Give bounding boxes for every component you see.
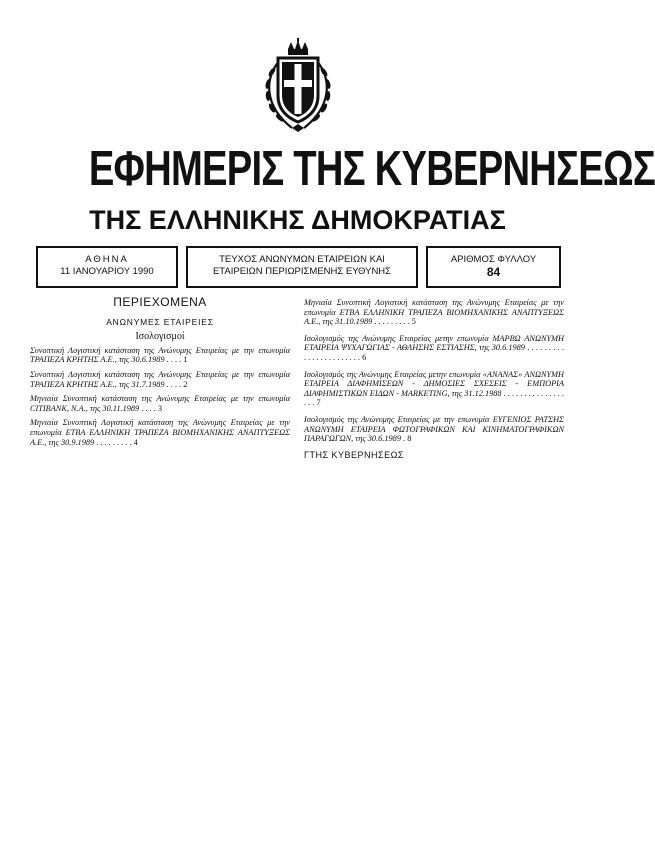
list-item <box>304 334 564 363</box>
list-item <box>30 346 290 365</box>
entry-page: 3 <box>157 403 162 413</box>
issue-type-line1: ΤΕΥΧΟΣ ΑΝΩΝΥΜΩΝ ΕΤΑΙΡΕΙΩΝ ΚΑΙ <box>219 254 385 265</box>
entry-text: Μηνιαία Συνοπτική Λογιστική κατάσταση της Ανώνυμης Εταιρείας με την επωνυμία ΕΤΒΑ ΕΛΛΗΝΙΚΗ ΤΡΑΠΕΖΑ ΒΙΟΜΗΧΑΝΙΚΗΣ ΑΝΑΠΤΥΞΕΩΣ Α.Ε., της 31.10.1989 <box>304 298 564 327</box>
entry-text: Ισολογισμός της Ανώνυμης Εταιρείας με την επωνυμία ΕΥΓΕΝΙΟΣ ΡΑΤΣΗΣ ΑΝΩΝΥΜΗ ΕΤΑΙΡΕΙΑ ΦΩΤΟΓΡΑΦΙΚΩΝ ΚΑΙ ΚΙΝΗΜΑΤΟΓΡΑΦΙΚΩΝ ΠΑΡΑΓΩΓΩΝ, της 30.6.1989 <box>304 414 564 444</box>
dot-leader: . . . . <box>166 355 184 365</box>
entry-text: Συνοπτική Λογιστική κατάσταση της Ανώνυμης Εταιρείας με την επωνυμία ΤΡΑΠΕΖΑ ΚΡΗΤΗΣ Α.Ε., της 30.6.1989 <box>30 345 290 365</box>
dot-leader: . . . . <box>166 379 184 389</box>
dot-leader: . <box>403 434 408 444</box>
entry-text: Συνοπτική Λογιστική κατάσταση της Ανώνυμης Εταιρείας με την επωνυμία ΤΡΑΠΕΖΑ ΚΡΗΤΗΣ Α.Ε., της 31.7.1989 <box>30 369 290 389</box>
entry-page: 8 <box>407 434 412 444</box>
dot-leader: . . . . . . . . . <box>96 437 134 447</box>
entry-page: 4 <box>133 437 138 447</box>
issue-date: 11 ΙΑΝΟΥΑΡΙΟΥ 1990 <box>60 266 154 277</box>
entry-page: 5 <box>411 317 416 327</box>
entry-text: Ισολογισμός της Ανώνυμης Εταιρείας μετην επωνυμία «ΑΝΑΝΑΣ» ΑΝΩΝΥΜΗ ΕΤΑΙΡΕΙΑ ΔΙΑΦΗΜΙΣΕΩΝ - ΔΗΜΟΣΙΕΣ ΣΧΕΣΕΙΣ - ΕΜΠΟΡΙΑ ΔΙΑΦΗΜΙΣΤΙΚΩΝ ΕΙΔΩΝ - MARKETING, της 31.12.1988 <box>304 369 564 398</box>
place-date-box <box>36 246 178 288</box>
entry-page: 1 <box>183 355 188 365</box>
entry-text: Μηνιαία Συνοπτική Λογιστική κατάσταση της Ανώνυμης Εταιρείας με την επωνυμία ΕΤΒΑ ΕΛΛΗΝΙΚΗ ΤΡΑΠΕΖΑ ΒΙΟΜΗΧΑΝΙΚΗΣ ΑΝΑΠΤΥΞΕΩΣ Α.Ε., της 30.9.1989 <box>30 418 290 447</box>
contents-left-column <box>30 295 290 452</box>
section-heading: ΑΝΩΝΥΜΕΣ ΕΤΑΙΡΕΙΕΣ <box>106 316 214 327</box>
list-item <box>30 394 290 413</box>
list-item <box>304 298 564 327</box>
coat-of-arms-emblem <box>258 40 338 136</box>
sheet-number: 84 <box>486 265 501 279</box>
list-item <box>30 370 290 389</box>
list-item <box>30 418 290 447</box>
dot-leader: . . . . . . . . . . . . . . . . . . . . . . . <box>304 343 565 362</box>
city: ΑΘΗΝΑ <box>85 254 129 265</box>
entry-page: 6 <box>362 352 367 362</box>
dot-leader: . . . . <box>141 403 158 413</box>
dot-leader: . . . . . . . . . . . . . . . . . . <box>304 388 564 408</box>
newspaper-title: ΕΦΗΜΕΡΙΣ ΤΗΣ ΚΥΒΕΡΝΗΣΕΩΣ <box>88 142 655 196</box>
issue-type-line2: ΕΤΑΙΡΕΙΩΝ ΠΕΡΙΩΡΙΣΜΕΝΗΣ ΕΥΘΥΝΗΣ <box>212 266 392 277</box>
sheet-number-box <box>426 246 561 288</box>
contents-heading: ΠΕΡΙΕΧΟΜΕΝΑ <box>113 295 207 309</box>
subsection-heading: Ισολογισμοί <box>135 331 185 343</box>
issue-header <box>36 246 561 290</box>
contents-right-column <box>304 298 564 460</box>
entry-page: 2 <box>183 379 188 389</box>
entry-page: 7 <box>316 398 321 408</box>
entry-text: Μηνιαία Συνοπτική κατάσταση της Ανώνυμης Εταιρείας με την επωνυμία CITIBANK, N.A., της 30.11.1989 <box>30 394 290 413</box>
entry-text: Ισολογισμός της Ανώνυμης Εταιρείας μετην επωνυμία ΜΑΡΒΩ ΑΝΩΝΥΜΗ ΕΤΑΙΡΕΙΑ ΨΥΧΑΓΩΓΙΑΣ - ΑΘΛΗΣΗΣ ΕΣΤΙΑΣΗΣ, της 30.6.1989 <box>304 333 564 353</box>
newspaper-subtitle: ΤΗΣ ΕΛΛΗΝΙΚΗΣ ΔΗΜΟΚΡΑΤΙΑΣ <box>89 205 506 235</box>
footer-note: ΓΤΗΣ ΚΥΒΕΡΝΗΣΕΩΣ <box>304 449 404 460</box>
list-item <box>304 415 564 444</box>
list-item <box>304 370 564 408</box>
sheet-label: ΑΡΙΘΜΟΣ ΦΥΛΛΟΥ <box>450 254 537 265</box>
dot-leader: . . . . . . . . . <box>374 317 412 327</box>
issue-type-box <box>186 246 418 288</box>
